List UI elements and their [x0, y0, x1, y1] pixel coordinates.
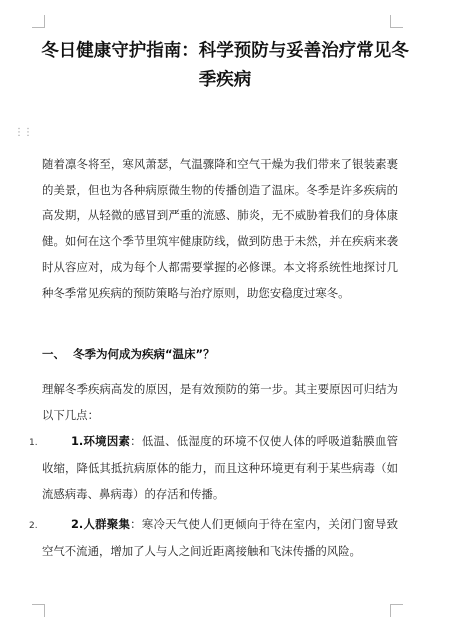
list-item: [42, 428, 398, 508]
list-item-number: 2.: [29, 521, 38, 531]
list-item-label: 2.人群聚集: [71, 517, 131, 531]
page-corner-mark-top-right: [390, 15, 403, 28]
page-corner-mark-top-left: [32, 15, 45, 28]
drag-handle-icon[interactable]: ⋮⋮: [14, 127, 32, 138]
document-title: 冬日健康守护指南：科学预防与妥善治疗常见冬季疾病: [41, 41, 409, 90]
list-item-label: 1.环境因素: [71, 434, 131, 448]
intro-paragraph: 随着凛冬将至，寒风萧瑟，气温骤降和空气干燥为我们带来了银装素裹的美景，但也为各种病原微生物的传播创造了温床。冬季是许多疾病的高发期，从轻微的感冒到严重的流感、肺炎，无不威胁着我们的身体康健。如何在这个季节里筑牢健康防线，做到防患于未然，并在疾病来袭时从容应对，成为每个人都需要掌握的必修课。本文将系统性地探讨几种冬季常见疾病的预防策略与治疗原则，助您安稳度过寒冬。: [42, 157, 398, 300]
page-corner-mark-bottom-right: [390, 604, 403, 617]
section-lead-paragraph: 理解冬季疾病高发的原因，是有效预防的第一步。其主要原因可归结为以下几点：: [42, 382, 398, 422]
section-heading: [42, 343, 215, 365]
section-number: 一、: [42, 347, 65, 361]
list-item-number: 1.: [29, 438, 38, 448]
page-corner-mark-bottom-left: [32, 604, 45, 617]
list-item: [42, 511, 398, 564]
list-item-text: ：寒冷天气使人们更倾向于待在室内，关闭门窗导致空气不流通，增加了人与人之间近距离接触和飞沫传播的风险。: [42, 517, 398, 558]
section-heading-text: 冬季为何成为疾病“温床”？: [73, 347, 215, 361]
list-item-text: ：低温、低湿度的环境不仅使人体的呼吸道黏膜血管收缩，降低其抵抗病原体的能力，而且这种环境更有利于某些病毒（如流感病毒、鼻病毒）的存活和传播。: [42, 434, 398, 501]
